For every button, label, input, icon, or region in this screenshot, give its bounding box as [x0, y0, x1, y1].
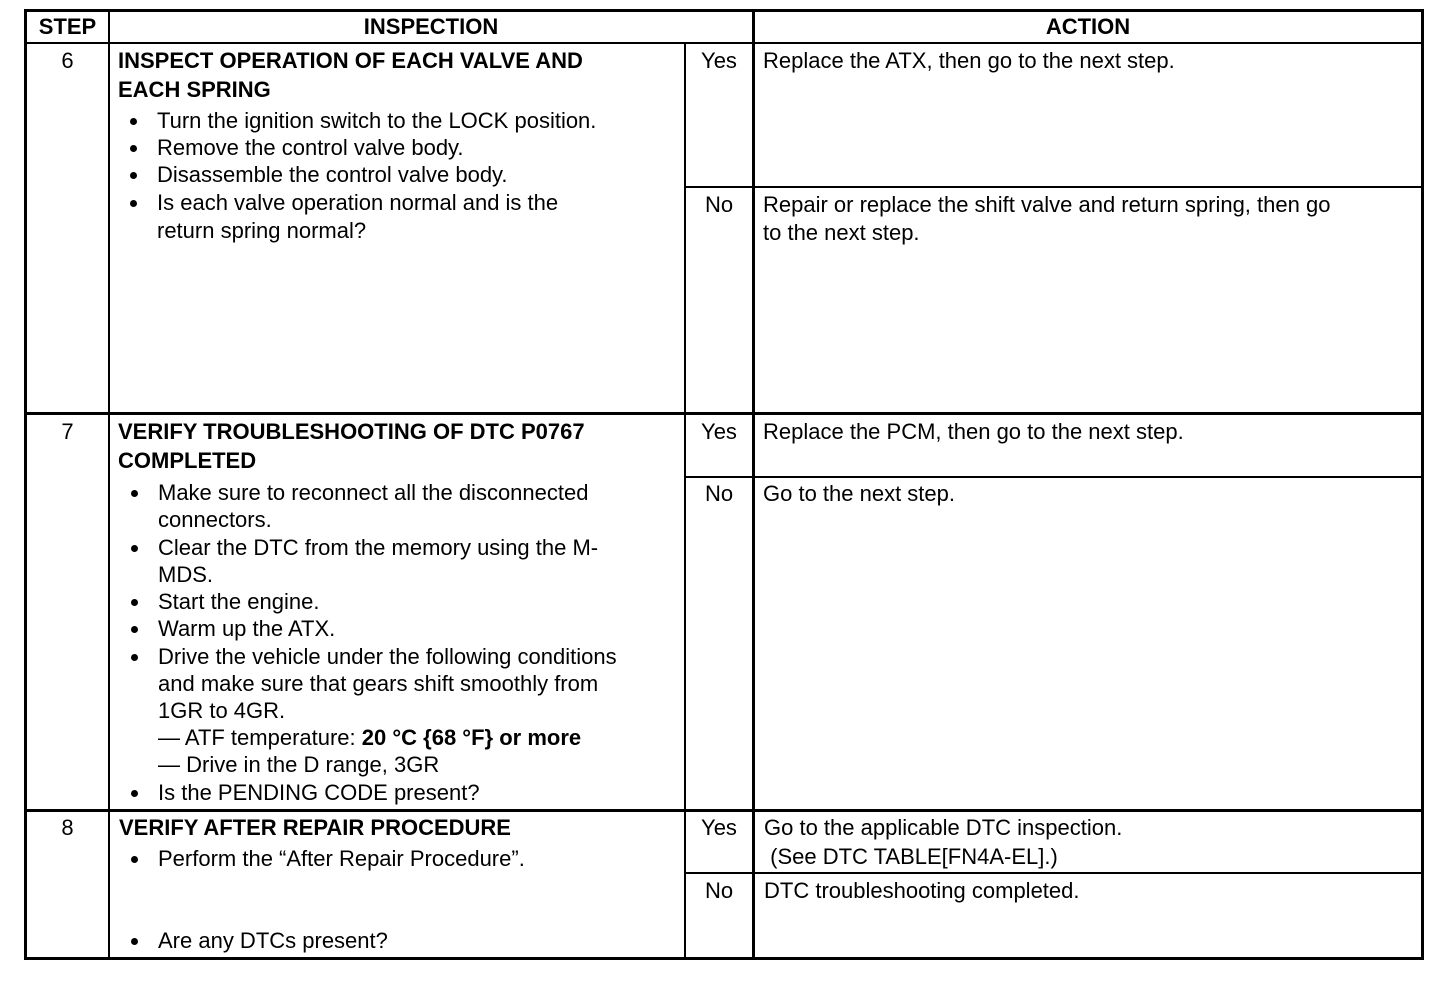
yes-label: Yes: [701, 815, 737, 840]
bullet-icon: [131, 545, 138, 552]
bullet-icon: [131, 790, 138, 797]
bullet-icon: [131, 599, 138, 606]
header-step: STEP: [38, 14, 97, 39]
row-divider-7-8: [24, 809, 1424, 812]
condition-line: [158, 751, 439, 778]
inspection-bullet: Remove the control valve body.: [157, 135, 464, 160]
step-column-divider: [108, 9, 110, 960]
row-divider-6-7: [24, 412, 1424, 415]
inspection-bullet: Turn the ignition switch to the LOCK position.: [157, 108, 597, 133]
row8-yes-no-divider: [684, 872, 1424, 874]
table-border-right: [1421, 9, 1424, 960]
condition-prefix: — ATF temperature:: [158, 725, 362, 750]
no-label: No: [704, 878, 734, 903]
yes-label: Yes: [701, 419, 737, 444]
no-action: Go to the next step.: [763, 481, 956, 506]
step-number: 8: [61, 815, 74, 840]
bullet-icon: [130, 145, 137, 152]
inspection-bullet: Warm up the ATX.: [158, 616, 336, 641]
yes-label: Yes: [701, 48, 737, 73]
inspection-bullet: Perform the “After Repair Procedure”.: [158, 846, 525, 871]
bullet-icon: [130, 172, 137, 179]
yes-action: Replace the PCM, then go to the next step.: [763, 419, 1184, 444]
inspection-bullet-continued: 1GR to 4GR.: [158, 698, 286, 723]
inspection-bullet: Clear the DTC from the memory using the M-: [158, 535, 599, 560]
yes-action: Go to the applicable DTC inspection.: [764, 815, 1123, 840]
yes-action: Replace the ATX, then go to the next step.: [763, 48, 1175, 73]
inspection-bullet-continued: connectors.: [158, 507, 272, 532]
inspection-title-line: VERIFY AFTER REPAIR PROCEDURE: [119, 815, 511, 840]
bullet-icon: [130, 118, 137, 125]
table-border-bottom: [24, 957, 1424, 960]
inspection-bullet: Drive the vehicle under the following conditions: [158, 644, 617, 669]
action-column-divider: [752, 9, 755, 960]
no-label: No: [704, 481, 734, 506]
no-action: DTC troubleshooting completed.: [764, 878, 1080, 903]
condition-value: 20 °C {68 °F} or more: [361, 725, 582, 750]
bullet-icon: [131, 626, 138, 633]
bullet-icon: [131, 938, 138, 945]
inspection-title-line: COMPLETED: [118, 448, 257, 473]
inspection-bullet-continued: and make sure that gears shift smoothly from: [158, 671, 599, 696]
yes-action-continued: (See DTC TABLE[FN4A-EL].): [764, 844, 1058, 869]
header-inspection: INSPECTION: [363, 14, 499, 39]
header-divider: [24, 42, 1424, 44]
inspection-title-line: INSPECT OPERATION OF EACH VALVE AND: [118, 48, 583, 73]
inspection-bullet: Disassemble the control valve body.: [157, 162, 508, 187]
step-number: 6: [61, 48, 74, 73]
inspection-bullet: Make sure to reconnect all the disconnected: [158, 480, 589, 505]
no-action: Repair or replace the shift valve and return spring, then go: [763, 192, 1331, 217]
no-label: No: [704, 192, 734, 217]
row6-yes-no-divider: [684, 186, 1424, 188]
inspection-title-line: VERIFY TROUBLESHOOTING OF DTC P0767: [118, 419, 585, 444]
inspection-bullet: Start the engine.: [158, 589, 320, 614]
condition-line: [158, 724, 581, 751]
condition-prefix: — Drive in the D range, 3GR: [158, 752, 440, 777]
inspection-bullet-continued: return spring normal?: [157, 218, 367, 243]
inspection-bullet: Is the PENDING CODE present?: [158, 780, 480, 805]
bullet-icon: [131, 856, 138, 863]
inspection-bullet-continued: MDS.: [158, 562, 213, 587]
bullet-icon: [131, 490, 138, 497]
header-action: ACTION: [1045, 14, 1131, 39]
no-action-continued: to the next step.: [763, 220, 920, 245]
inspection-title-line: EACH SPRING: [118, 77, 271, 102]
bullet-icon: [130, 200, 137, 207]
bullet-icon: [131, 654, 138, 661]
step-number: 7: [61, 419, 74, 444]
row7-yes-no-divider: [684, 476, 1424, 478]
inspection-bullet: Are any DTCs present?: [158, 928, 388, 953]
inspection-bullet: Is each valve operation normal and is the: [157, 190, 559, 215]
